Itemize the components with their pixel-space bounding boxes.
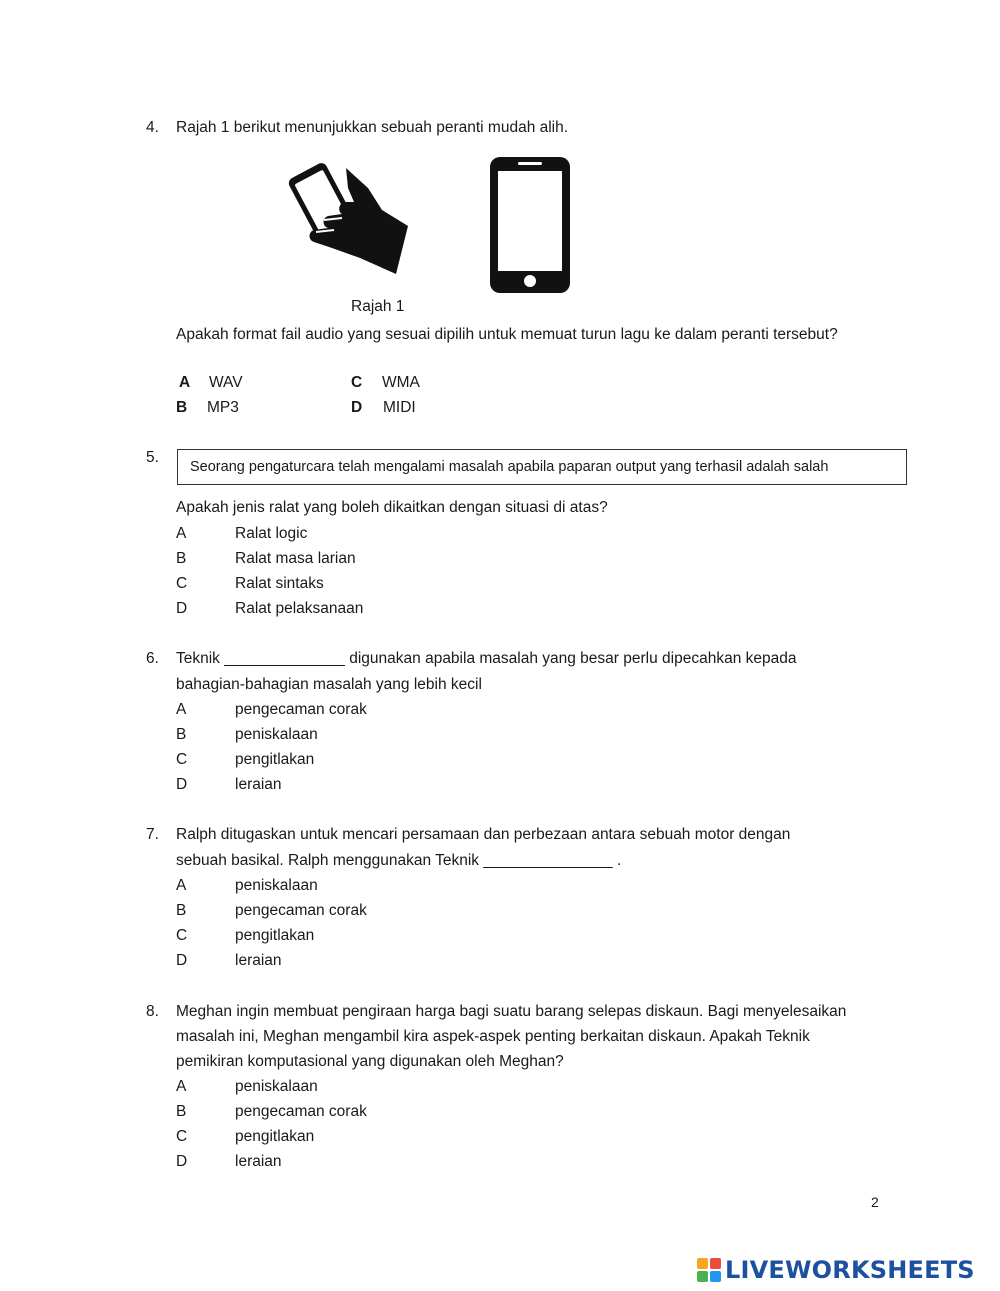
situation-box: Seorang pengaturcara telah mengalami masalah apabila paparan output yang terhasil adalah salah bbox=[177, 449, 907, 485]
logo-blocks-icon bbox=[697, 1258, 721, 1282]
option-text: leraian bbox=[235, 952, 282, 969]
hand-holding-phone-icon bbox=[288, 158, 412, 276]
option-letter: C bbox=[176, 927, 188, 944]
option-letter: B bbox=[176, 550, 187, 567]
option-text: pengitlakan bbox=[235, 1128, 315, 1145]
liveworksheets-logo[interactable] bbox=[697, 1255, 975, 1285]
smartphone-icon bbox=[488, 155, 572, 295]
option-letter: A bbox=[176, 877, 187, 894]
option-text: pengecaman corak bbox=[235, 902, 367, 919]
option-letter: A bbox=[176, 1078, 187, 1095]
question-6-line-2: bahagian-bahagian masalah yang lebih kecil bbox=[176, 676, 482, 693]
option-letter: A bbox=[179, 374, 191, 391]
option-letter: D bbox=[176, 776, 188, 793]
option-letter: B bbox=[176, 902, 187, 919]
option-letter: B bbox=[176, 726, 187, 743]
option-text: pengecaman corak bbox=[235, 701, 367, 718]
option-text: peniskalaan bbox=[235, 1078, 318, 1095]
option-text: peniskalaan bbox=[235, 877, 318, 894]
question-4-text: Rajah 1 berikut menunjukkan sebuah peranti mudah alih. bbox=[176, 119, 569, 136]
option-text: leraian bbox=[235, 776, 282, 793]
option-text: Ralat logic bbox=[235, 525, 308, 542]
option-text: pengitlakan bbox=[235, 927, 315, 944]
figure-caption: Rajah 1 bbox=[351, 298, 405, 315]
page-number: 2 bbox=[871, 1194, 879, 1210]
option-letter: C bbox=[176, 1128, 188, 1145]
option-text: leraian bbox=[235, 1153, 282, 1170]
option-text: MP3 bbox=[207, 399, 239, 416]
option-text: Ralat pelaksanaan bbox=[235, 600, 364, 617]
question-8-line-1: Meghan ingin membuat pengiraan harga bagi suatu barang selepas diskaun. Bagi menyelesaikan bbox=[176, 1003, 847, 1020]
question-7-number: 7. bbox=[146, 826, 159, 843]
option-letter: A bbox=[176, 701, 187, 718]
option-letter: D bbox=[176, 952, 188, 969]
option-letter: C bbox=[176, 575, 188, 592]
option-text: MIDI bbox=[383, 399, 416, 416]
option-letter: B bbox=[176, 1103, 187, 1120]
option-letter: D bbox=[176, 600, 188, 617]
question-6-line-1: Teknik ______________ digunakan apabila masalah yang besar perlu dipecahkan kepada bbox=[176, 650, 797, 667]
option-text: pengecaman corak bbox=[235, 1103, 367, 1120]
logo-text: LIVEWORKSHEETS bbox=[725, 1256, 975, 1284]
question-8-number: 8. bbox=[146, 1003, 159, 1020]
question-4-question: Apakah format fail audio yang sesuai dipilih untuk memuat turun lagu ke dalam peranti tersebut? bbox=[176, 326, 838, 343]
question-8-line-3: pemikiran komputasional yang digunakan oleh Meghan? bbox=[176, 1053, 564, 1070]
option-letter: C bbox=[351, 374, 363, 391]
question-5-text: Apakah jenis ralat yang boleh dikaitkan dengan situasi di atas? bbox=[176, 499, 608, 516]
option-text: pengitlakan bbox=[235, 751, 315, 768]
option-text: Ralat sintaks bbox=[235, 575, 324, 592]
option-text: WAV bbox=[209, 374, 243, 391]
question-7-line-1: Ralph ditugaskan untuk mencari persamaan dan perbezaan antara sebuah motor dengan bbox=[176, 826, 791, 843]
option-letter: B bbox=[176, 399, 188, 416]
option-text: WMA bbox=[382, 374, 420, 391]
question-4-number: 4. bbox=[146, 119, 159, 136]
option-letter: A bbox=[176, 525, 187, 542]
option-letter: D bbox=[176, 1153, 188, 1170]
option-letter: D bbox=[351, 399, 363, 416]
question-7-line-2: sebuah basikal. Ralph menggunakan Teknik _______________ . bbox=[176, 852, 622, 869]
option-text: Ralat masa larian bbox=[235, 550, 356, 567]
option-letter: C bbox=[176, 751, 188, 768]
option-text: peniskalaan bbox=[235, 726, 318, 743]
question-8-line-2: masalah ini, Meghan mengambil kira aspek-aspek penting berkaitan diskaun. Apakah Teknik bbox=[176, 1028, 810, 1045]
question-6-number: 6. bbox=[146, 650, 159, 667]
question-5-number: 5. bbox=[146, 449, 159, 466]
